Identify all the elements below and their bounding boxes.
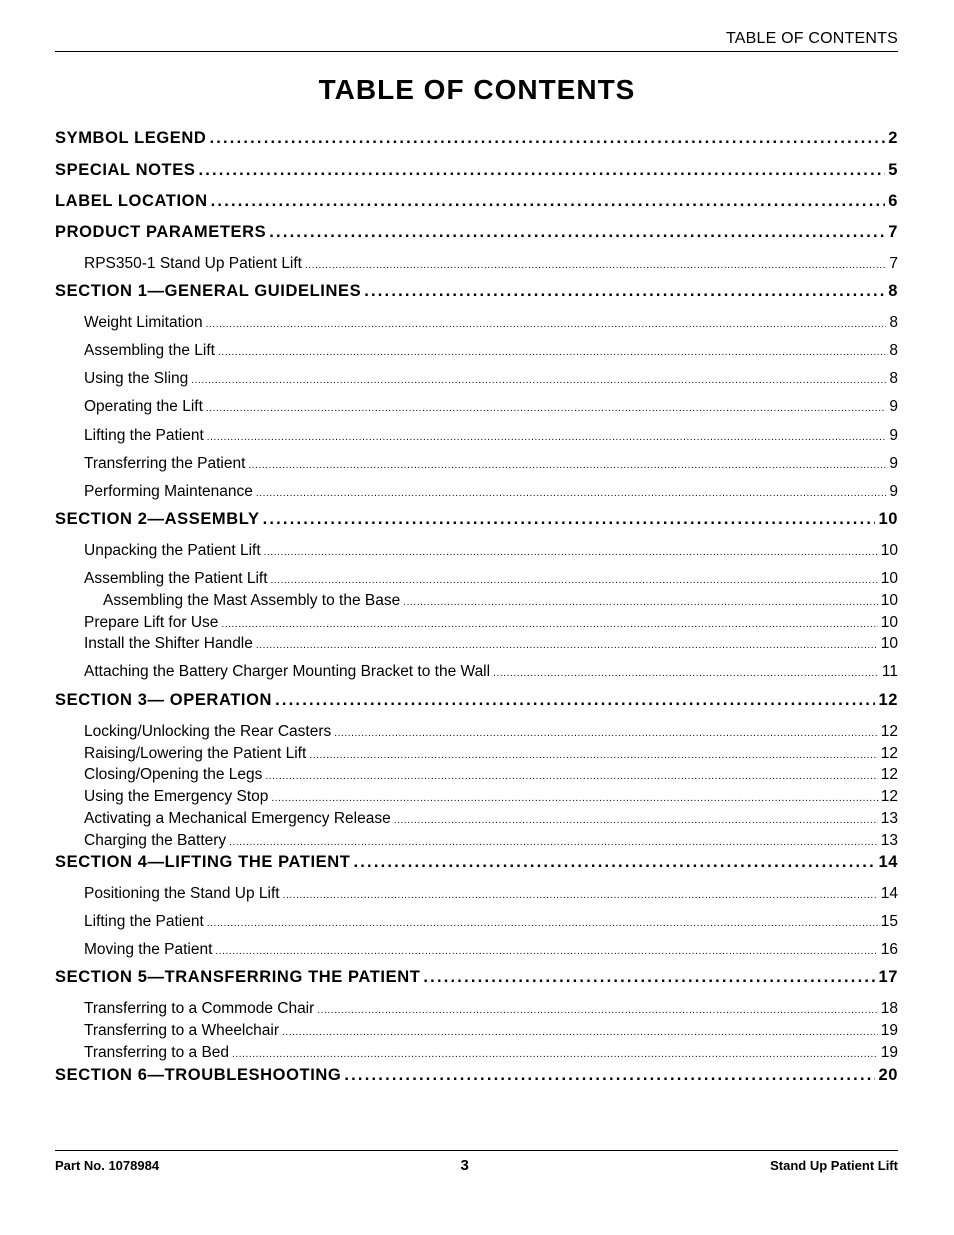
toc-entry-label: Using the Sling	[84, 370, 189, 387]
toc-entry-page: 15	[880, 913, 898, 930]
toc-entry-label: SECTION 1—GENERAL GUIDELINES	[55, 282, 362, 300]
dot-leader	[403, 597, 878, 608]
dot-leader	[493, 668, 879, 679]
toc-entry-section-6[interactable]	[55, 1066, 898, 1085]
dot-leader	[394, 815, 878, 826]
toc-entry-label: Activating a Mechanical Emergency Release	[84, 810, 391, 827]
toc-entry-weight-limitation[interactable]	[55, 314, 898, 332]
toc-entry-page: 12	[880, 745, 898, 762]
toc-entry-label: Transferring to a Wheelchair	[84, 1022, 279, 1039]
toc-entry-page: 9	[889, 483, 898, 500]
dot-leader	[263, 510, 876, 529]
toc-entry-section-1[interactable]	[55, 282, 898, 301]
toc-entry-page: 8	[888, 282, 898, 300]
toc-entry-assembling-lift[interactable]	[55, 342, 898, 360]
toc-entry-label: Moving the Patient	[84, 941, 213, 958]
dot-leader	[198, 161, 885, 180]
toc-entry-label: SECTION 2—ASSEMBLY	[55, 510, 260, 528]
toc-entry-section-2[interactable]	[55, 510, 898, 529]
toc-entry-product-parameters[interactable]	[55, 223, 898, 242]
toc-entry-page: 10	[880, 635, 898, 652]
footer-product-name: Stand Up Patient Lift	[770, 1158, 898, 1173]
toc-entry-label: Positioning the Stand Up Lift	[84, 885, 280, 902]
toc-entry-wheelchair[interactable]	[55, 1022, 898, 1040]
toc-entry-assembling-patient-lift[interactable]	[55, 570, 898, 588]
dot-leader	[209, 129, 885, 148]
dot-leader	[271, 575, 878, 586]
toc-entry-emergency-stop[interactable]	[55, 788, 898, 806]
toc-entry-page: 17	[878, 968, 898, 986]
dot-leader	[317, 1005, 877, 1016]
toc-entry-page: 10	[878, 510, 898, 528]
dot-leader	[264, 547, 878, 558]
toc-entry-label: SECTION 4—LIFTING THE PATIENT	[55, 853, 351, 871]
toc-entry-charger-bracket[interactable]	[55, 663, 898, 681]
toc-entry-label: Unpacking the Patient Lift	[84, 542, 261, 559]
toc-entry-page: 7	[888, 223, 898, 241]
toc-entry-page: 7	[889, 255, 898, 272]
toc-entry-page: 16	[880, 941, 898, 958]
dot-leader	[275, 691, 875, 710]
toc-entry-bed[interactable]	[55, 1044, 898, 1062]
dot-leader	[232, 1049, 878, 1060]
toc-entry-label: PRODUCT PARAMETERS	[55, 223, 267, 241]
toc-entry-page: 12	[880, 788, 898, 805]
dot-leader	[353, 853, 875, 872]
footer-page-number: 3	[460, 1157, 469, 1174]
dot-leader	[305, 260, 886, 271]
toc-entry-unpacking[interactable]	[55, 542, 898, 560]
toc-entry-operating-lift[interactable]	[55, 398, 898, 416]
toc-entry-label: SECTION 6—TROUBLESHOOTING	[55, 1066, 342, 1084]
toc-entry-closing-opening-legs[interactable]	[55, 766, 898, 784]
toc-entry-label-location[interactable]	[55, 192, 898, 211]
toc-entry-label: Locking/Unlocking the Rear Casters	[84, 723, 332, 740]
dot-leader	[215, 946, 877, 957]
dot-leader	[221, 619, 877, 630]
toc-entry-page: 12	[880, 723, 898, 740]
toc-entry-label: SPECIAL NOTES	[55, 161, 196, 179]
toc-entry-label: Assembling the Lift	[84, 342, 215, 359]
dot-leader	[229, 837, 878, 848]
toc-entry-label: SECTION 5—TRANSFERRING THE PATIENT	[55, 968, 421, 986]
toc-entry-moving-patient[interactable]	[55, 941, 898, 959]
toc-entry-rear-casters[interactable]	[55, 723, 898, 741]
toc-entry-section-4[interactable]	[55, 853, 898, 872]
toc-entry-label: Transferring to a Commode Chair	[84, 1000, 315, 1017]
toc-entry-label: Assembling the Mast Assembly to the Base	[103, 592, 401, 609]
toc-entry-lifting-patient-2[interactable]	[55, 913, 898, 931]
toc-entry-page: 2	[888, 129, 898, 147]
toc-entry-page: 8	[889, 314, 898, 331]
toc-entry-charging-battery[interactable]	[55, 832, 898, 850]
toc-entry-section-5[interactable]	[55, 968, 898, 987]
toc-entry-label: Prepare Lift for Use	[84, 614, 219, 631]
dot-leader	[248, 460, 886, 471]
toc-entry-page: 19	[880, 1044, 898, 1061]
dot-leader	[271, 793, 877, 804]
toc-entry-label: Transferring the Patient	[84, 455, 246, 472]
table-of-contents	[55, 0, 898, 1235]
toc-entry-page: 8	[889, 342, 898, 359]
dot-leader	[211, 192, 886, 211]
dot-leader	[207, 432, 887, 443]
toc-entry-mast-assembly[interactable]	[55, 592, 898, 610]
toc-entry-symbol-legend[interactable]	[55, 129, 898, 148]
toc-entry-label: Charging the Battery	[84, 832, 227, 849]
toc-entry-label: Using the Emergency Stop	[84, 788, 269, 805]
toc-entry-page: 12	[880, 766, 898, 783]
toc-entry-page: 8	[889, 370, 898, 387]
toc-entry-commode-chair[interactable]	[55, 1000, 898, 1018]
toc-entry-page: 10	[880, 570, 898, 587]
toc-entry-shifter-handle[interactable]	[55, 635, 898, 653]
dot-leader	[265, 771, 877, 782]
page-footer	[55, 1150, 898, 1174]
toc-entry-label: Transferring to a Bed	[84, 1044, 230, 1061]
dot-leader	[283, 890, 878, 901]
toc-entry-special-notes[interactable]	[55, 161, 898, 180]
toc-entry-label: Attaching the Battery Charger Mounting Bracket to the Wall	[84, 663, 491, 680]
toc-entry-prepare-lift[interactable]	[55, 614, 898, 632]
toc-entry-page: 9	[889, 427, 898, 444]
dot-leader	[344, 1066, 875, 1085]
toc-entry-section-3[interactable]	[55, 691, 898, 710]
toc-entry-page: 13	[880, 832, 898, 849]
toc-entry-positioning-lift[interactable]	[55, 885, 898, 903]
toc-entry-page: 18	[880, 1000, 898, 1017]
dot-leader	[206, 403, 886, 414]
toc-entry-label: Assembling the Patient Lift	[84, 570, 268, 587]
dot-leader	[423, 968, 875, 987]
toc-entry-label: Install the Shifter Handle	[84, 635, 253, 652]
toc-entry-label: Raising/Lowering the Patient Lift	[84, 745, 307, 762]
dot-leader	[206, 319, 887, 330]
toc-entry-page: 19	[880, 1022, 898, 1039]
toc-entry-page: 9	[889, 398, 898, 415]
toc-entry-mechanical-release[interactable]	[55, 810, 898, 828]
toc-entry-page: 10	[880, 614, 898, 631]
toc-entry-using-sling[interactable]	[55, 370, 898, 388]
dot-leader	[191, 375, 886, 386]
toc-entry-page: 14	[880, 885, 898, 902]
toc-entry-page: 10	[880, 542, 898, 559]
dot-leader	[207, 918, 878, 929]
toc-entry-label: SYMBOL LEGEND	[55, 129, 207, 147]
dot-leader	[334, 728, 877, 739]
toc-entry-transferring-patient[interactable]	[55, 455, 898, 473]
toc-entry-page: 9	[889, 455, 898, 472]
dot-leader	[256, 488, 887, 499]
toc-entry-label: LABEL LOCATION	[55, 192, 208, 210]
footer-part-number: Part No. 1078984	[55, 1158, 160, 1173]
toc-entry-rps350[interactable]	[55, 255, 898, 273]
toc-entry-page: 6	[888, 192, 898, 210]
dot-leader	[256, 640, 878, 651]
toc-entry-page: 13	[880, 810, 898, 827]
toc-entry-performing-maintenance[interactable]	[55, 483, 898, 501]
toc-entry-page: 10	[880, 592, 898, 609]
toc-entry-label: Closing/Opening the Legs	[84, 766, 263, 783]
dot-leader	[269, 223, 885, 242]
toc-entry-lifting-patient-1[interactable]	[55, 427, 898, 445]
toc-entry-page: 14	[878, 853, 898, 871]
toc-entry-page: 12	[878, 691, 898, 709]
toc-entry-page: 11	[881, 663, 898, 680]
toc-entry-label: Lifting the Patient	[84, 913, 204, 930]
dot-leader	[282, 1027, 878, 1038]
toc-entry-label: Performing Maintenance	[84, 483, 253, 500]
toc-entry-label: SECTION 3— OPERATION	[55, 691, 273, 709]
toc-entry-label: Operating the Lift	[84, 398, 203, 415]
running-header: TABLE OF CONTENTS	[55, 30, 898, 52]
toc-entry-label: Lifting the Patient	[84, 427, 204, 444]
toc-entry-label: Weight Limitation	[84, 314, 203, 331]
page-title: TABLE OF CONTENTS	[318, 74, 636, 105]
toc-entry-page: 5	[888, 161, 898, 179]
toc-entry-raising-lowering[interactable]	[55, 745, 898, 763]
dot-leader	[364, 282, 885, 301]
dot-leader	[309, 750, 877, 761]
dot-leader	[218, 347, 886, 358]
toc-entry-label: RPS350-1 Stand Up Patient Lift	[84, 255, 302, 272]
toc-entry-page: 20	[878, 1066, 898, 1084]
